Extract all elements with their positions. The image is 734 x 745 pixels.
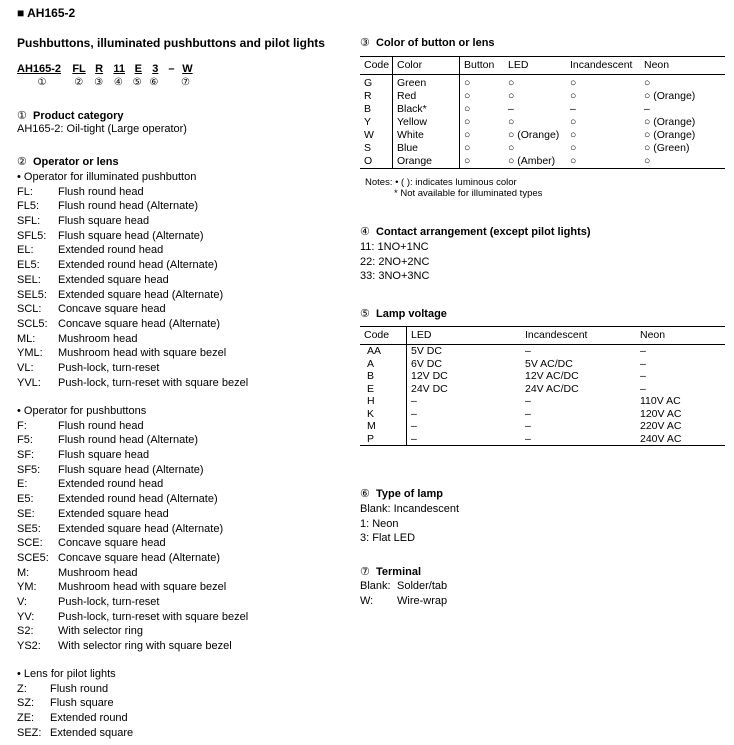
list-item <box>17 448 248 463</box>
item-code: YV: <box>17 610 35 623</box>
item-code: ML: <box>17 332 36 345</box>
table-cell: 24V DC <box>407 383 522 396</box>
table-cell: ○ <box>570 90 577 102</box>
table-cell: ○ <box>460 129 505 142</box>
item-description: Extended square head (Alternate) <box>58 288 224 301</box>
table-cell: 220V AC <box>640 420 682 432</box>
table-cell: Orange <box>393 155 460 169</box>
model-part: E <box>134 63 142 75</box>
item-description: Flush square <box>50 697 114 710</box>
table-cell: – <box>525 395 531 407</box>
section-3-title <box>360 36 495 49</box>
table-row <box>360 420 725 433</box>
list-item <box>17 433 248 448</box>
table-cell: – <box>407 420 522 433</box>
table-cell: Green <box>393 75 460 91</box>
table-row <box>360 129 725 142</box>
section-title-text: Lamp voltage <box>376 308 447 320</box>
table-header: Incandescent <box>521 327 636 345</box>
item-description: Extended round <box>50 712 128 725</box>
table-row <box>360 75 725 91</box>
item-code: EL: <box>17 244 34 257</box>
item-description: Flush round head <box>58 185 144 198</box>
voltage-table <box>360 326 725 446</box>
model-number: ① <box>37 77 47 88</box>
terminal-list <box>360 579 447 608</box>
table-cell: – <box>640 357 646 370</box>
list-item <box>17 302 248 317</box>
contact-list <box>360 240 429 284</box>
model-numbers <box>17 77 192 88</box>
group-title: • Operator for illuminated pushbutton <box>17 171 197 183</box>
table-cell: ○ (Green) <box>644 142 690 154</box>
section-number: ① <box>17 110 27 122</box>
item-description: Push-lock, turn-reset <box>58 361 160 374</box>
list-item <box>17 536 248 551</box>
list-item <box>17 376 248 391</box>
list-item <box>17 726 133 741</box>
section-number: ⑦ <box>360 566 370 578</box>
item-description: Mushroom head <box>58 566 138 579</box>
item-code: SEL5: <box>17 288 47 301</box>
list-item <box>17 682 133 697</box>
table-row <box>360 433 725 446</box>
item-code: SFL: <box>17 215 41 228</box>
item-description: Mushroom head with square bezel <box>58 347 227 360</box>
list-item <box>17 463 248 478</box>
table-row <box>360 345 725 358</box>
item-code: SCE5: <box>17 551 49 564</box>
list-item <box>17 185 248 200</box>
section-title-text: Color of button or lens <box>376 37 495 49</box>
item-description: Wire-wrap <box>397 594 448 607</box>
item-description: Extended square head <box>58 507 169 520</box>
item-description: Mushroom head with square bezel <box>58 581 227 594</box>
item-description: Push-lock, turn-reset with square bezel <box>58 610 249 623</box>
item-code: YVL: <box>17 376 41 389</box>
item-code: SE: <box>17 507 35 520</box>
section-7-title <box>360 565 421 578</box>
item-description: Concave square head <box>58 303 166 316</box>
item-code: SCL: <box>17 303 42 316</box>
item-description: Extended square head <box>58 273 169 286</box>
item-code: SCL5: <box>17 317 48 330</box>
table-cell: 12V DC <box>407 370 522 383</box>
table-cell: ○ <box>570 155 577 167</box>
list-item <box>17 273 248 288</box>
item-code: SEL: <box>17 273 41 286</box>
table-cell: – <box>525 345 531 357</box>
item-description: Flush square head (Alternate) <box>58 229 204 242</box>
table-cell: ○ (Amber) <box>508 155 556 167</box>
model-number: ③ <box>94 77 104 88</box>
table-cell: ○ <box>460 155 505 169</box>
table-row <box>360 370 725 383</box>
table-cell: – <box>640 345 646 357</box>
list-item <box>17 580 248 595</box>
model-number: ④ <box>113 77 123 88</box>
table-cell: ○ (Orange) <box>644 116 696 128</box>
item-code: YM: <box>17 581 37 594</box>
section-title-text: Operator or lens <box>33 156 119 168</box>
table-cell: – <box>407 408 522 421</box>
table-cell: ○ <box>460 103 505 116</box>
table-header: Neon <box>640 57 725 75</box>
table-cell: – <box>407 395 522 408</box>
table-cell: ○ <box>644 77 651 89</box>
item-description: Concave square head (Alternate) <box>58 551 221 564</box>
list-item <box>17 477 248 492</box>
item-code: SEZ: <box>17 726 42 739</box>
table-cell: Red <box>393 90 460 103</box>
table-cell: R <box>364 90 372 102</box>
table-cell: O <box>364 155 373 167</box>
table-cell: 120V AC <box>640 407 682 420</box>
group-title: • Operator for pushbuttons <box>17 405 147 417</box>
operator-pushbutton-list <box>17 404 248 654</box>
table-cell: K <box>367 407 375 420</box>
table-header: Color <box>393 57 460 75</box>
item-code: F: <box>17 419 27 432</box>
table-cell: 12V AC/DC <box>525 370 579 382</box>
table-row <box>360 358 725 371</box>
table-cell: AA <box>367 345 382 357</box>
lamp-type-list <box>360 502 459 546</box>
section-title-text: Contact arrangement (except pilot lights) <box>376 226 591 238</box>
model-code <box>17 63 194 75</box>
table-row <box>360 103 725 116</box>
item-description: Flush square head (Alternate) <box>58 463 204 476</box>
item-description: Extended round head <box>58 478 164 491</box>
section-number: ⑥ <box>360 488 370 500</box>
table-header: LED <box>504 57 566 75</box>
section-5-title <box>360 307 447 320</box>
model-part: FL <box>72 63 86 75</box>
item-code: EL5: <box>17 259 40 272</box>
list-item: 1: Neon <box>360 517 399 530</box>
item-code: Z: <box>17 682 27 695</box>
model-number: ② <box>74 77 84 88</box>
table-row <box>360 408 725 421</box>
section-4-title <box>360 225 591 238</box>
table-cell: – <box>525 420 531 432</box>
table-cell: – <box>570 103 576 115</box>
item-description: Extended square <box>50 726 134 739</box>
group-title: • Lens for pilot lights <box>17 668 116 680</box>
table-row <box>360 116 725 129</box>
item-code: SF5: <box>17 463 41 476</box>
list-item: Blank: Incandescent <box>360 503 460 515</box>
list-item <box>17 507 248 522</box>
section-title-text: Terminal <box>376 566 422 578</box>
table-cell: E <box>367 382 375 395</box>
table-cell: Y <box>364 116 372 128</box>
model-number: ⑥ <box>149 77 159 88</box>
table-cell: Blue <box>393 142 460 155</box>
item-code: W: <box>360 594 374 607</box>
note-line: * Not available for illuminated types <box>394 188 543 199</box>
section-number: ② <box>17 156 27 168</box>
model-part: R <box>95 63 104 75</box>
list-item: 22: 2NO+2NC <box>360 255 430 268</box>
list-item <box>17 566 248 581</box>
table-cell: ○ <box>508 90 515 102</box>
table-cell: – <box>407 433 522 446</box>
list-item: 3: Flat LED <box>360 532 416 545</box>
table-cell: ○ <box>570 116 577 128</box>
table-cell: Black* <box>393 103 460 116</box>
item-description: Extended round head (Alternate) <box>58 493 218 506</box>
item-description: Flush square head <box>58 215 150 228</box>
section-title-text: Product category <box>33 110 124 122</box>
item-description: Extended round head (Alternate) <box>58 259 218 272</box>
item-code: M: <box>17 566 30 579</box>
section-number: ③ <box>360 37 370 49</box>
table-row <box>360 155 725 169</box>
item-description: Solder/tab <box>397 580 448 592</box>
table-cell: ○ <box>508 142 515 154</box>
list-item <box>17 492 248 507</box>
item-description: Flush square head <box>58 449 150 462</box>
model-number: ⑤ <box>132 77 142 88</box>
table-cell: ○ <box>508 116 515 128</box>
table-cell: ○ <box>508 77 515 89</box>
table-cell: ○ <box>460 116 505 129</box>
model-part: – <box>168 63 175 75</box>
section-6-title <box>360 487 443 500</box>
operator-illuminated-list <box>17 170 248 390</box>
list-item <box>17 243 248 258</box>
header-code: AH165-2 <box>27 6 76 20</box>
page-title: Pushbuttons, illuminated pushbuttons and pilot lights <box>17 36 325 50</box>
model-part: 11 <box>113 63 125 75</box>
list-item <box>17 624 248 639</box>
table-cell: G <box>364 77 373 89</box>
list-item <box>17 711 133 726</box>
list-item <box>360 579 447 594</box>
table-cell: ○ <box>460 75 505 91</box>
note-line: Notes: • ( ): indicates luminous color <box>365 177 517 188</box>
product-category: AH165-2: Oil-tight (Large operator) <box>17 123 187 135</box>
section-2-title <box>17 155 119 168</box>
table-cell: White <box>393 129 460 142</box>
table-cell: ○ <box>460 142 505 155</box>
table-cell: 24V AC/DC <box>525 382 579 395</box>
model-part: W <box>182 63 193 75</box>
table-cell: 5V DC <box>407 345 522 358</box>
list-item <box>17 288 248 303</box>
table-cell: P <box>367 432 375 445</box>
item-code: SZ: <box>17 697 35 710</box>
item-code: SCE: <box>17 537 43 550</box>
item-code: SF: <box>17 449 35 462</box>
table-row <box>360 395 725 408</box>
item-description: With selector ring <box>58 625 143 638</box>
table-header: Code <box>360 57 393 75</box>
item-description: With selector ring with square bezel <box>58 640 232 652</box>
list-item: 11: 1NO+1NC <box>360 241 429 253</box>
item-code: YML: <box>17 347 43 360</box>
item-code: E5: <box>17 493 34 506</box>
item-code: YS2: <box>17 640 41 652</box>
item-code: ZE: <box>17 712 35 725</box>
list-item <box>17 522 248 537</box>
list-item <box>17 317 248 332</box>
table-cell: ○ <box>644 155 651 167</box>
table-cell: – <box>525 407 531 420</box>
page-header <box>17 6 75 20</box>
item-code: FL: <box>17 185 33 198</box>
table-cell: Yellow <box>393 116 460 129</box>
table-header: Incandescent <box>566 57 640 75</box>
item-description: Push-lock, turn-reset with square bezel <box>58 376 249 389</box>
table-cell: 6V DC <box>407 358 522 371</box>
item-description: Concave square head (Alternate) <box>58 317 221 330</box>
list-item <box>17 696 133 711</box>
item-code: V: <box>17 595 27 608</box>
list-item <box>17 229 248 244</box>
item-description: Mushroom head <box>58 332 138 345</box>
table-cell: H <box>367 395 375 407</box>
table-cell: ○ (Orange) <box>644 90 696 102</box>
table-cell: B <box>364 103 372 115</box>
table-header: Code <box>360 327 407 345</box>
table-cell: W <box>364 129 374 141</box>
list-item <box>17 258 248 273</box>
section-title-text: Type of lamp <box>376 488 444 500</box>
item-description: Flush round head (Alternate) <box>58 434 199 447</box>
list-item <box>17 332 248 347</box>
item-description: Push-lock, turn-reset <box>58 595 160 608</box>
list-item <box>17 419 248 434</box>
table-row <box>360 142 725 155</box>
list-item <box>17 361 248 376</box>
table-cell: ○ <box>570 77 577 89</box>
table-cell: – <box>640 382 646 395</box>
table-cell: – <box>525 432 531 445</box>
table-cell: ○ (Orange) <box>508 129 560 141</box>
item-code: Blank: <box>360 580 391 592</box>
table-cell: ○ (Orange) <box>644 129 696 141</box>
table-cell: 110V AC <box>640 395 681 407</box>
list-item <box>17 610 248 625</box>
item-description: Extended round head <box>58 244 164 257</box>
list-item <box>17 199 248 214</box>
model-number: ⑦ <box>180 77 190 88</box>
table-header: Button <box>460 57 505 75</box>
item-code: FL5: <box>17 200 40 213</box>
item-description: Flush round head <box>58 419 144 432</box>
item-code: VL: <box>17 361 34 374</box>
table-cell: – <box>644 103 650 115</box>
table-cell: S <box>364 142 372 154</box>
item-description: Flush round <box>50 682 109 695</box>
section-number: ④ <box>360 226 370 238</box>
model-part: AH165-2 <box>17 63 62 75</box>
item-code: E: <box>17 478 28 491</box>
item-code: S2: <box>17 625 34 638</box>
list-item <box>17 346 248 361</box>
list-item <box>17 214 248 229</box>
table-cell: – <box>640 370 646 382</box>
table-cell: 240V AC <box>640 432 682 445</box>
table-cell: 5V AC/DC <box>525 357 573 370</box>
table-cell: A <box>367 357 375 370</box>
table-cell: ○ <box>460 90 505 103</box>
list-item: 33: 3NO+3NC <box>360 270 430 283</box>
color-notes <box>365 177 542 199</box>
item-description: Extended square head (Alternate) <box>58 522 224 535</box>
table-cell: – <box>508 103 514 115</box>
section-number: ⑤ <box>360 308 370 320</box>
table-cell: M <box>367 420 376 432</box>
section-1-title <box>17 109 123 122</box>
model-part: 3 <box>152 63 159 75</box>
lens-pilot-list <box>17 667 133 740</box>
list-item <box>17 551 248 566</box>
table-header: LED <box>407 327 522 345</box>
table-cell: ○ <box>570 142 577 154</box>
list-item <box>17 639 248 654</box>
color-table <box>360 56 725 169</box>
table-row <box>360 90 725 103</box>
header-marker: ■ <box>17 6 25 20</box>
table-cell: B <box>367 370 375 382</box>
item-description: Flush round head (Alternate) <box>58 200 199 213</box>
item-description: Concave square head <box>58 537 166 550</box>
table-row <box>360 383 725 396</box>
item-code: SFL5: <box>17 229 47 242</box>
item-code: SE5: <box>17 522 41 535</box>
item-code: F5: <box>17 434 33 447</box>
list-item <box>360 594 447 609</box>
list-item <box>17 595 248 610</box>
table-cell: ○ <box>570 129 577 141</box>
table-header: Neon <box>636 327 725 345</box>
